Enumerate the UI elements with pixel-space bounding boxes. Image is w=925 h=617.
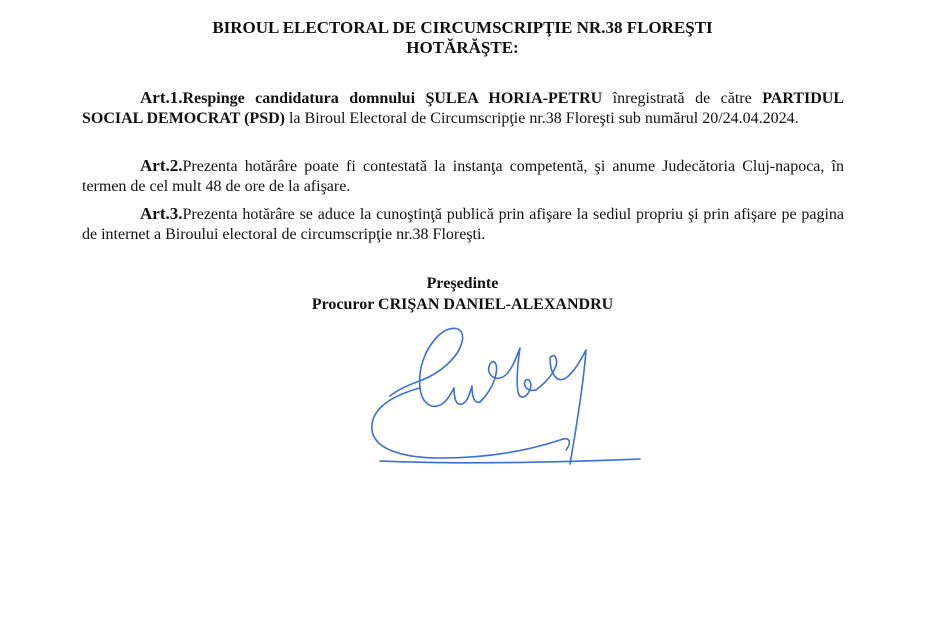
handwritten-signature — [360, 318, 650, 478]
article-2-text: Prezenta hotărâre poate fi contestată la instanţa competentă, şi anume Judecătoria Cluj-napoca, în termen de cel mult 48 de ore de la afişare. — [82, 158, 844, 195]
article-1-text-2: la Biroul Electoral de Circumscripţie nr.38 Floreşti sub numărul 20/24.04.2024. — [284, 110, 799, 127]
document-subheading: HOTĂRĂŞTE: — [406, 38, 519, 57]
article-1-text-1: înregistrată de către — [602, 90, 763, 107]
signatory-name: Procuror CRIŞAN DANIEL-ALEXANDRU — [311, 296, 614, 313]
signature-stroke-right — [536, 350, 586, 464]
signature-stroke-loop — [390, 328, 480, 406]
article-1-bold-text: Respinge candidatura domnului ŞULEA HORIA-PETRU — [182, 90, 603, 107]
document-heading: BIROUL ELECTORAL DE CIRCUMSCRIPŢIE NR.38 FLOREŞTI — [212, 18, 713, 37]
article-2 — [82, 156, 844, 197]
article-3 — [82, 204, 844, 245]
signature-stroke-middle — [480, 348, 536, 402]
article-1 — [82, 88, 844, 129]
article-2-label: Art.2. — [140, 156, 183, 175]
signature-stroke-sweep — [372, 388, 570, 458]
signatory-role: Preşedinte — [426, 275, 499, 292]
article-1-label: Art.1. — [140, 88, 183, 107]
signature-stroke-underline — [380, 459, 640, 463]
article-3-label: Art.3. — [140, 204, 183, 223]
article-3-text: Prezenta hotărâre se aduce la cunoştinţă publică prin afişare la sediul propriu şi prin afişare pe pagina de internet a Biroului electoral de circumscripţie nr.38 Floreşti. — [82, 206, 844, 243]
article-1-party: PARTIDUL SOCIAL DEMOCRAT (PSD) — [82, 90, 844, 127]
